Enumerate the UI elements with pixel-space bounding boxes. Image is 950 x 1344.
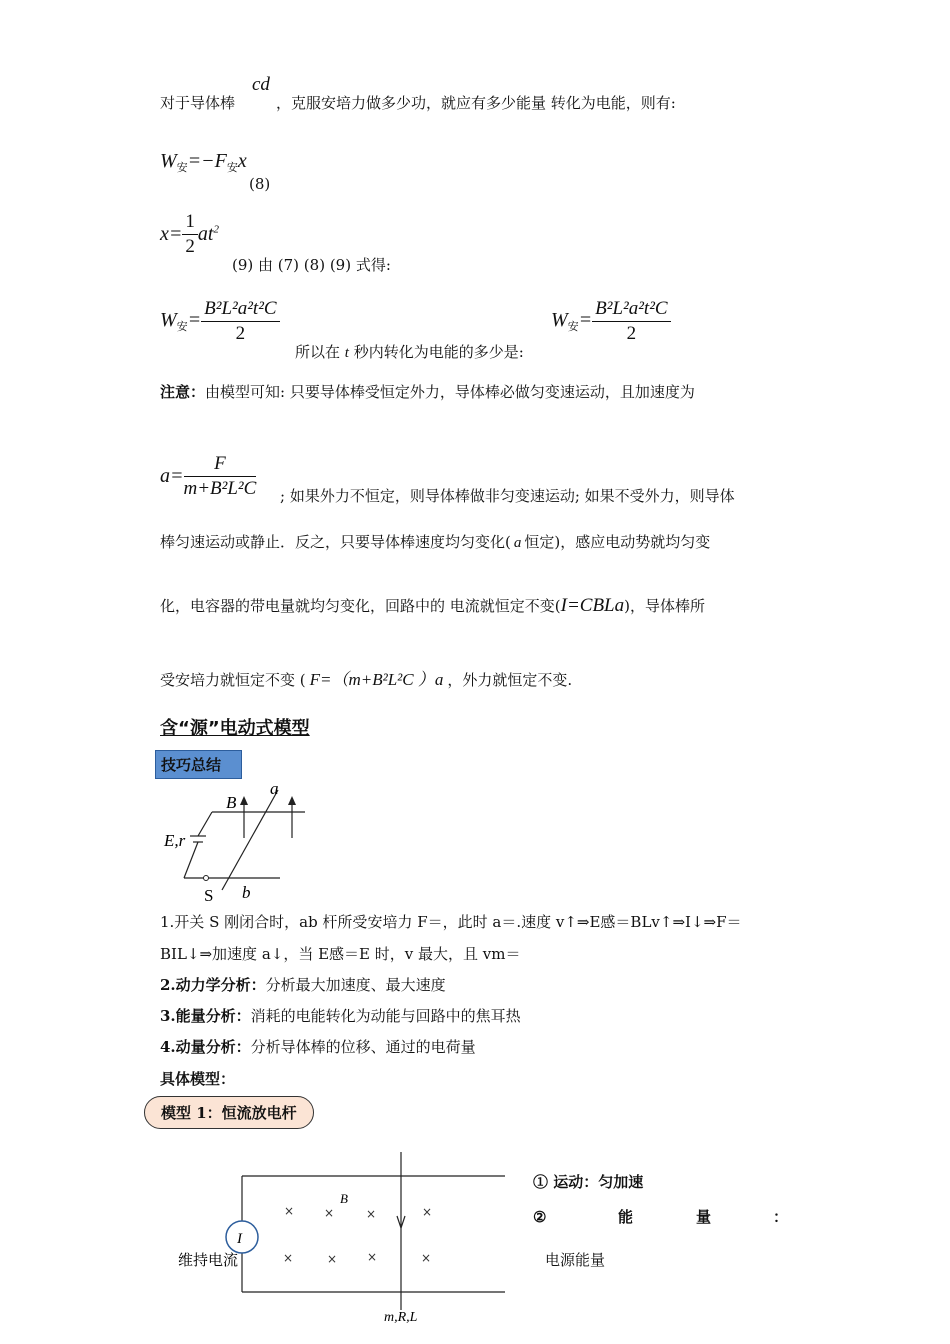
- field-cross: ×: [366, 1207, 377, 1221]
- equation-a: a= $\frac{F}{\text{m+B²L²C}}$: [160, 453, 257, 499]
- circuit-diagram-1: [160, 778, 320, 908]
- para1-prefix: 对于导体棒: [160, 94, 236, 112]
- label-Er: E,r: [164, 831, 186, 850]
- arrow-head-2: [288, 796, 296, 805]
- point-2: 2.动力学分析：分析最大加速度、最大速度: [160, 976, 446, 994]
- arrow-head-1: [240, 796, 248, 805]
- field-cross: ×: [367, 1250, 378, 1264]
- equation-a-text: ; 如果外力不恒定，则导体棒做非匀变速运动; 如果不受外力，则导体: [280, 487, 735, 505]
- field-cross: ×: [327, 1252, 338, 1266]
- model-1-note-2-number: ②: [533, 1208, 547, 1226]
- model-1-note-2-char: 量: [696, 1208, 712, 1226]
- left-wire-top: [198, 812, 212, 836]
- field-cross: ×: [283, 1251, 294, 1265]
- line-d: 受安培力就恒定不变 ( F=（m+B²L²C ）a ，外力就恒定不变.: [160, 670, 573, 689]
- current-source: [226, 1221, 258, 1253]
- label-b: b: [242, 883, 251, 902]
- point-4: 4.动量分析：分析导体棒的位移、通过的电荷量: [160, 1038, 476, 1056]
- equation-8: $W_安=-F_安x$: [160, 150, 247, 174]
- label-I: I: [237, 1231, 242, 1247]
- equation-w-between: 所以在 t 秒内转化为电能的多少是:: [295, 343, 524, 361]
- var-cd: cd: [252, 74, 270, 95]
- model-1-note-2-char: 能: [618, 1208, 634, 1226]
- label-S: S: [204, 886, 214, 905]
- label-B: B: [226, 793, 237, 812]
- model-1-note-3: 电源能量: [545, 1251, 606, 1269]
- section-title: 含“源”电动式模型: [160, 718, 310, 739]
- para1-suffix: ，克服安培力做多少功，就应有多少能量 转化为电能，则有:: [276, 94, 676, 112]
- line-b: 棒匀速运动或静止．反之，只要导体棒速度均匀变化( a 恒定)，感应电动势就均匀变: [160, 533, 711, 551]
- point-1a: 1.开关 S 刚闭合时，ab 杆所受安培力 F＝，此时 a＝.速度 v↑⇒E感＝BLv↑⇒I↓⇒F＝: [160, 913, 742, 931]
- source-label: 维持电流: [178, 1251, 239, 1269]
- label-a: a: [270, 779, 279, 798]
- equation-9-text: (9) 由 (7) (8) (9) 式得:: [232, 256, 391, 274]
- model-1-title: 模型 1：恒流放电杆: [144, 1096, 314, 1129]
- equation-9: x= $\frac{1}{2}$ $at^2$: [160, 211, 219, 257]
- point-3: 3.能量分析：消耗的电能转化为动能与回路中的焦耳热: [160, 1007, 521, 1025]
- label-B: B: [340, 1191, 348, 1206]
- circuit-diagram-2: [170, 1150, 515, 1330]
- line-c: 化，电容器的带电量就均匀变化，回路中的 电流就恒定不变(I=CBLa)，导体棒所: [160, 595, 705, 616]
- skill-summary-box: 技巧总结: [155, 750, 242, 779]
- left-wire-bottom: [184, 842, 198, 878]
- model-1-note-1: ① 运动：匀加速: [533, 1173, 644, 1191]
- field-cross: ×: [284, 1204, 295, 1218]
- specific-models-label: 具体模型：: [160, 1070, 236, 1088]
- field-cross: ×: [422, 1205, 433, 1219]
- equation-w-left: $W_安=$ $\frac{\text{B²L²a²t²C}}{2}$: [160, 297, 280, 346]
- field-cross: ×: [421, 1251, 432, 1265]
- equation-8-number: (8): [249, 175, 271, 193]
- point-1b: BIL↓⇒加速度 a↓，当 E感＝E 时，v 最大，且 vm＝: [160, 945, 521, 963]
- field-cross: ×: [324, 1206, 335, 1220]
- model-1-note-2-char: ：: [773, 1208, 789, 1226]
- equation-w-right: $W_安=$ $\frac{\text{B²L²a²t²C}}{2}$: [551, 297, 671, 346]
- rod-label: m,R,L: [384, 1310, 418, 1325]
- note-paragraph: 注意：由模型可知: 只要导体棒受恒定外力，导体棒必做匀变速运动，且加速度为: [160, 383, 695, 401]
- switch-contact: [204, 876, 209, 881]
